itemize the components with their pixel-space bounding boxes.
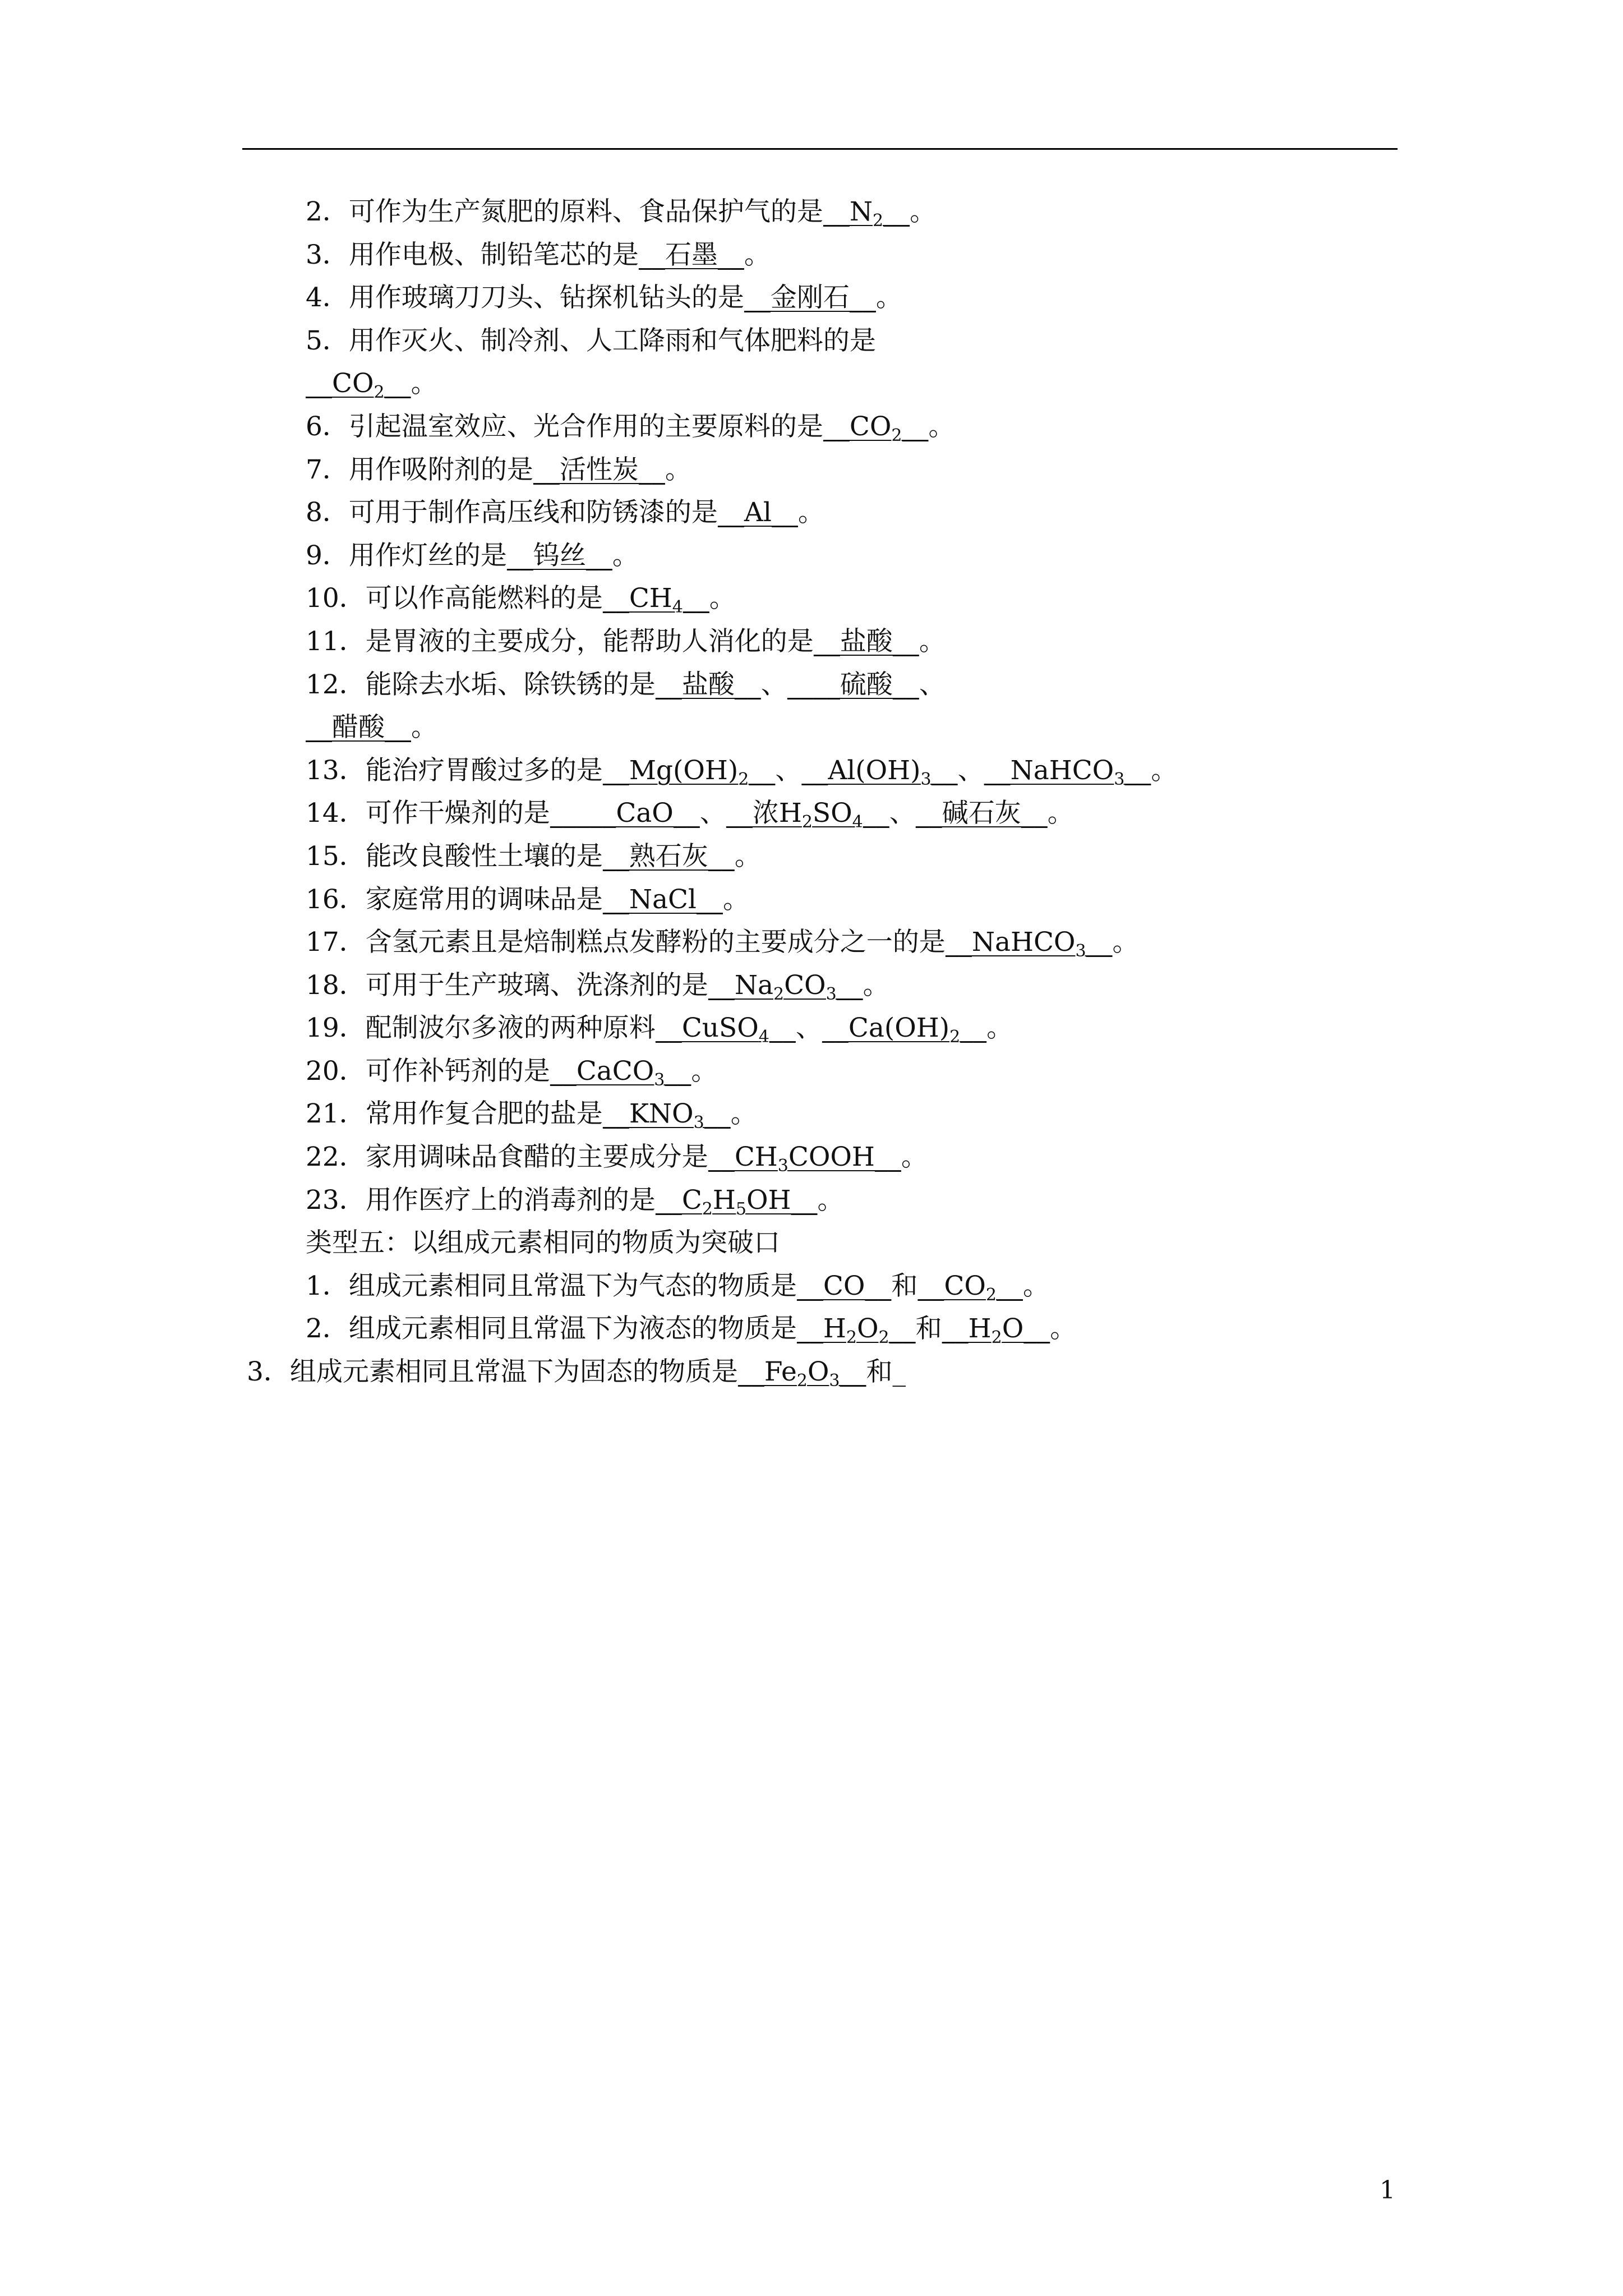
question-text: 。 (722, 884, 749, 915)
answer-blank: $\_\_CH_4\_\_$ (602, 583, 709, 618)
question-text: 和 (891, 1270, 918, 1301)
question-text: 。 (919, 625, 946, 657)
answer-blank: __盐酸__ (813, 625, 919, 657)
question-line (0, 535, 1623, 578)
question-line (0, 491, 1623, 535)
answer-blank: $\_\_Fe_2O_3\_\_$ (737, 1356, 866, 1391)
question-line (0, 320, 1623, 363)
answer-blank: $\_\_Ca(OH)_2\_\_$ (822, 1013, 987, 1047)
question-text: 2．可作为生产氮肥的原料、食品保护气的是 (306, 196, 823, 227)
question-line (0, 792, 1623, 835)
answer-blank: $\_\_CO_2\_\_$ (823, 411, 929, 445)
question-line (0, 964, 1623, 1007)
question-text: 和 (915, 1313, 942, 1345)
answer-blank: __CuSO$_4$__ (655, 1013, 796, 1047)
question-text: 。 (1112, 927, 1139, 958)
answer-blank: __浓$H_2SO_4\_\_$ (726, 798, 889, 832)
header-rule (242, 148, 1398, 150)
question-line (0, 1179, 1623, 1222)
question-text: 22．家用调味品食醋的主要成分是 (306, 1142, 708, 1173)
question-line (0, 234, 1623, 277)
question-text: 、 (699, 798, 726, 829)
question-text: 14．可作干燥剂的是 (306, 798, 550, 829)
question-text: 23．用作医疗上的消毒剂的是 (306, 1184, 656, 1216)
question-line (0, 835, 1623, 878)
question-text: 。 (797, 497, 824, 528)
question-text: 13．能治疗胃酸过多的是 (306, 754, 603, 786)
answer-blank: __金刚石__ (744, 282, 876, 314)
answer-blank: __盐酸__ (655, 669, 761, 700)
answer-blank: $\_\_CO_2\_\_$ (306, 368, 411, 403)
answer-blank: $\_\_N_2\_\_$ (823, 196, 910, 231)
question-text: 12．能除去水垢、除铁锈的是 (306, 669, 656, 700)
answer-blank: __NaHCO$_3$__ (945, 927, 1113, 961)
answer-blank: $\_\_H_2O\_\_$ (942, 1313, 1050, 1348)
question-text: 。 (730, 1098, 757, 1130)
question-line (0, 664, 1623, 707)
question-text: 、 (957, 754, 984, 786)
question-text: 。 (709, 583, 736, 614)
question-text: 。 (1050, 1313, 1077, 1345)
question-line (0, 1136, 1623, 1179)
worksheet-body (0, 191, 1623, 1394)
question-text: 19．配制波尔多液的两种原料 (306, 1013, 656, 1044)
answer-blank: $\_\_CH_3COOH\_\_$ (708, 1142, 901, 1176)
question-line (0, 620, 1623, 664)
question-text: 类型五：以组成元素相同的物质为突破口 (306, 1227, 780, 1259)
question-text: 、 (775, 754, 802, 786)
question-text: 5．用作灭火、制冷剂、人工降雨和气体肥料的是 (306, 325, 876, 356)
question-text: 。 (1047, 798, 1074, 829)
answer-blank: __NaCl__ (602, 884, 723, 915)
question-text: 。 (612, 540, 639, 571)
question-text: 。 (1151, 754, 1178, 786)
question-text: 9．用作灯丝的是 (306, 540, 507, 571)
question-text: 。 (863, 969, 889, 1001)
question-text: 、 (760, 669, 787, 700)
question-text: 20．可作补钙剂的是 (306, 1055, 550, 1087)
question-text: 和_ (866, 1356, 906, 1388)
continuation-line (0, 706, 1623, 749)
question-text: 10．可以作高能燃料的是 (306, 583, 603, 614)
answer-blank: __CO__ (796, 1270, 892, 1301)
question-line (0, 406, 1623, 449)
question-text: 2．组成元素相同且常温下为液态的物质是 (306, 1313, 797, 1345)
question-text: 17．含氢元素且是焙制糕点发酵粉的主要成分之一的是 (306, 927, 946, 958)
question-text: 3．用作电极、制铅笔芯的是 (306, 239, 639, 270)
question-text: 。 (734, 840, 761, 872)
answer-blank: __熟石灰__ (602, 840, 735, 872)
answer-blank: __碱石灰__ (915, 798, 1048, 829)
answer-blank: $\_\_H_2O_2\_\_$ (796, 1313, 916, 1348)
question-text: 8．可用于制作高压线和防锈漆的是 (306, 497, 718, 528)
question-text: 。 (875, 282, 902, 314)
question-line (0, 878, 1623, 922)
question-line (0, 1265, 1623, 1308)
answer-blank: $\_\_C_2H_5OH\_\_$ (655, 1184, 818, 1219)
question-line (0, 277, 1623, 320)
question-text: 15．能改良酸性土壤的是 (306, 840, 603, 872)
question-text: 7．用作吸附剂的是 (306, 454, 533, 485)
question-text: 。 (691, 1055, 718, 1087)
question-text: 。 (928, 411, 955, 442)
question-text: 3．组成元素相同且常温下为固态的物质是 (247, 1356, 738, 1388)
question-text: 18．可用于生产玻璃、洗涤剂的是 (306, 969, 708, 1001)
answer-blank: __钨丝__ (506, 540, 612, 571)
answer-blank: __Al__ (717, 497, 798, 528)
answer-blank: $\_\_CO_2\_\_$ (917, 1270, 1023, 1305)
answer-blank: __NaHCO$_3$__ (984, 754, 1151, 789)
question-line (0, 1050, 1623, 1093)
question-text: 。 (411, 368, 437, 399)
question-text: 。 (744, 239, 771, 270)
answer-blank: __活性炭__ (533, 454, 665, 485)
question-text: 11．是胃液的主要成分，能帮助人消化的是 (306, 625, 814, 657)
answer-blank: $\_\_KNO_3\_\_$ (602, 1098, 731, 1133)
answer-blank: ____硫酸__ (787, 669, 919, 700)
answer-blank: __石墨__ (638, 239, 744, 270)
question-line (0, 191, 1623, 234)
question-text: 21．常用作复合肥的盐是 (306, 1098, 603, 1130)
answer-blank: $\_\_Mg(OH)_2\_\_$ (602, 754, 776, 789)
question-text: 1．组成元素相同且常温下为气态的物质是 (306, 1270, 797, 1301)
question-text: 、 (919, 669, 946, 700)
question-text: 6．引起温室效应、光合作用的主要原料的是 (306, 411, 823, 442)
answer-blank: $\_\_Al(OH)_3\_\_$ (801, 754, 958, 789)
question-text: 。 (910, 196, 937, 227)
question-line (0, 1093, 1623, 1136)
question-text: 。 (665, 454, 691, 485)
question-line (0, 1007, 1623, 1050)
answer-blank: _____CaO__ (550, 798, 700, 829)
question-line (0, 577, 1623, 620)
answer-blank: $\_\_Na_2CO_3\_\_$ (708, 969, 863, 1004)
question-text: 。 (817, 1184, 844, 1216)
question-line (0, 1351, 1623, 1394)
continuation-line (0, 362, 1623, 406)
page-number: 1 (1380, 2176, 1395, 2205)
answer-blank: __醋酸__ (306, 712, 411, 743)
question-text: 。 (901, 1142, 928, 1173)
question-line (0, 749, 1623, 793)
question-text: 4．用作玻璃刀刀头、钻探机钻头的是 (306, 282, 744, 314)
question-text: 。 (1023, 1270, 1049, 1301)
question-line (0, 921, 1623, 964)
question-text: 。 (411, 712, 437, 743)
question-line (0, 1222, 1623, 1265)
answer-blank: __CaCO$_3$__ (550, 1055, 691, 1090)
question-text: 、 (795, 1013, 822, 1044)
question-text: 16．家庭常用的调味品是 (306, 884, 603, 915)
question-line (0, 1308, 1623, 1351)
question-text: 。 (986, 1013, 1013, 1044)
question-text: 、 (889, 798, 916, 829)
question-line (0, 449, 1623, 492)
